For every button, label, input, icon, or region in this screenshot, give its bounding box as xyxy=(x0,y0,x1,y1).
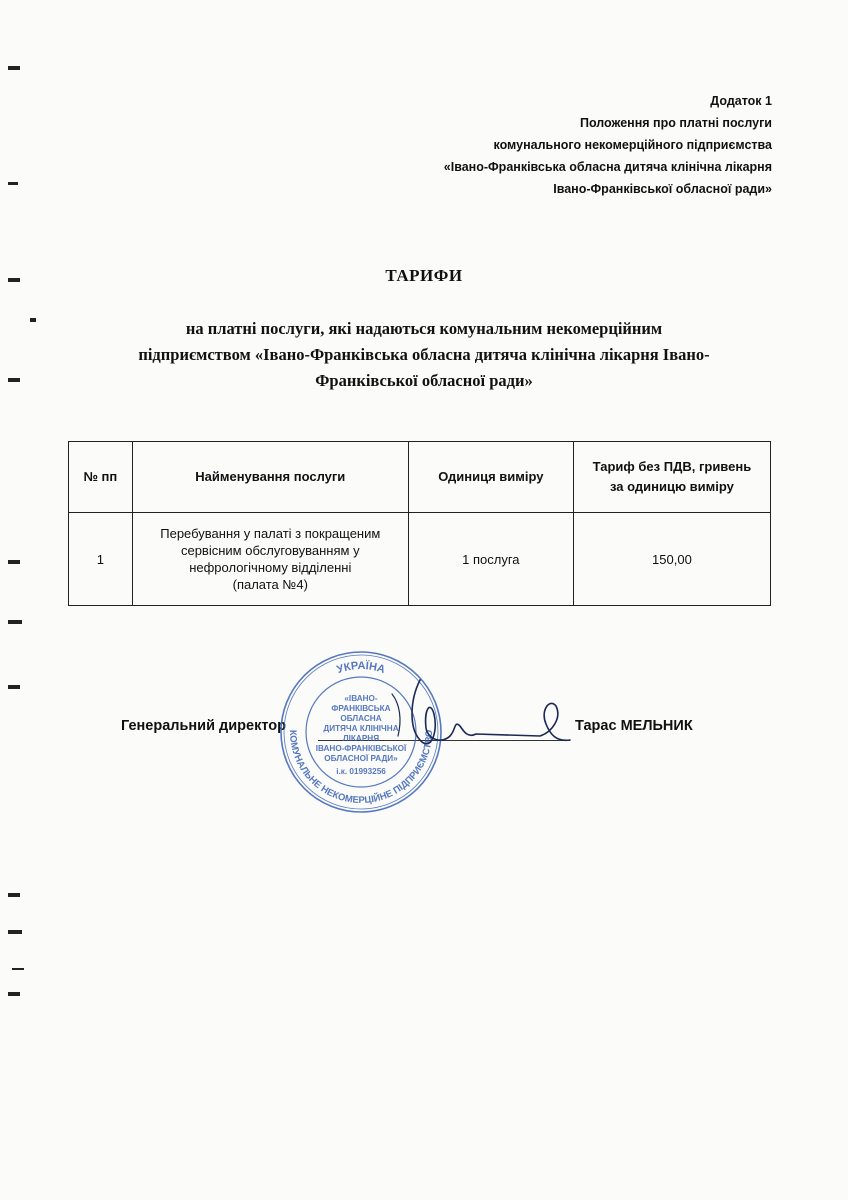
cell-num: 1 xyxy=(69,513,133,606)
document-subtitle xyxy=(60,316,788,394)
header-tariff xyxy=(573,442,770,513)
stamp-inner-line: ФРАНКІВСЬКА xyxy=(331,704,391,713)
scan-mark xyxy=(8,66,20,70)
appendix-line: Додаток 1 xyxy=(710,94,772,108)
scan-mark xyxy=(30,318,36,322)
appendix-line: Положення про платні послуги xyxy=(579,116,772,130)
cell-unit: 1 послуга xyxy=(408,513,573,606)
scan-mark xyxy=(8,893,20,897)
stamp-inner-line: і.к. 01993256 xyxy=(336,767,386,776)
service-line: нефрологічному відділенні xyxy=(189,560,352,575)
scan-mark xyxy=(8,378,20,382)
scan-mark xyxy=(8,992,20,996)
stamp-inner-line: «ІВАНО- xyxy=(344,694,378,703)
subtitle-line: підприємством «Івано-Франківська обласна дитяча клінічна лікарня Івано- xyxy=(138,345,710,364)
scan-mark xyxy=(12,968,24,970)
cell-tariff: 150,00 xyxy=(573,513,770,606)
stamp-inner-line: ДИТЯЧА КЛІНІЧНА xyxy=(323,724,399,733)
subtitle-line: Франківської обласної ради» xyxy=(315,371,533,390)
scan-mark xyxy=(8,930,22,934)
header-tariff-line: Тариф без ПДВ, гривень xyxy=(592,459,752,474)
table-row xyxy=(69,513,771,606)
signatory-name: Тарас МЕЛЬНИК xyxy=(575,718,693,734)
subtitle-line: на платні послуги, які надаються комунальним некомерційним xyxy=(185,319,663,338)
signatory-position: Генеральний директор xyxy=(121,718,286,734)
stamp-outer-top: УКРАЇНА xyxy=(335,659,387,677)
stamp-outer-bottom: КОМУНАЛЬНЕ НЕКОМЕРЦІЙНЕ ПІДПРИЄМСТВО xyxy=(286,729,436,807)
table-header-row xyxy=(69,442,771,513)
stamp-inner-line: ОБЛАСНОЇ РАДИ» xyxy=(324,754,398,763)
tariff-table xyxy=(68,441,771,606)
stamp-inner-line: ЛІКАРНЯ xyxy=(342,734,380,743)
appendix-line: «Івано-Франківська обласна дитяча клінічна лікарня xyxy=(443,160,772,174)
header-unit: Одиниця виміру xyxy=(408,442,573,513)
stamp-inner-line: ОБЛАСНА xyxy=(340,714,382,723)
stamp-inner-line: ІВАНО-ФРАНКІВСЬКОЇ xyxy=(315,744,407,753)
service-line: Перебування у палаті з покращеним xyxy=(160,526,381,541)
header-num: № пп xyxy=(69,442,133,513)
scan-mark xyxy=(8,560,20,564)
handwritten-signature xyxy=(380,670,580,770)
cell-service xyxy=(132,513,408,606)
header-tariff-line: за одиницю виміру xyxy=(609,479,734,494)
scan-mark xyxy=(8,620,22,624)
scan-mark xyxy=(8,182,18,185)
document-title: ТАРИФИ xyxy=(385,266,463,285)
appendix-line: комунального некомерційного підприємства xyxy=(493,138,772,152)
service-line: (палата №4) xyxy=(232,577,308,592)
scan-mark xyxy=(8,685,20,689)
appendix-header xyxy=(444,90,772,200)
service-line: сервісним обслуговуванням у xyxy=(180,543,360,558)
appendix-line: Івано-Франківської обласної ради» xyxy=(553,182,772,196)
header-service: Найменування послуги xyxy=(132,442,408,513)
